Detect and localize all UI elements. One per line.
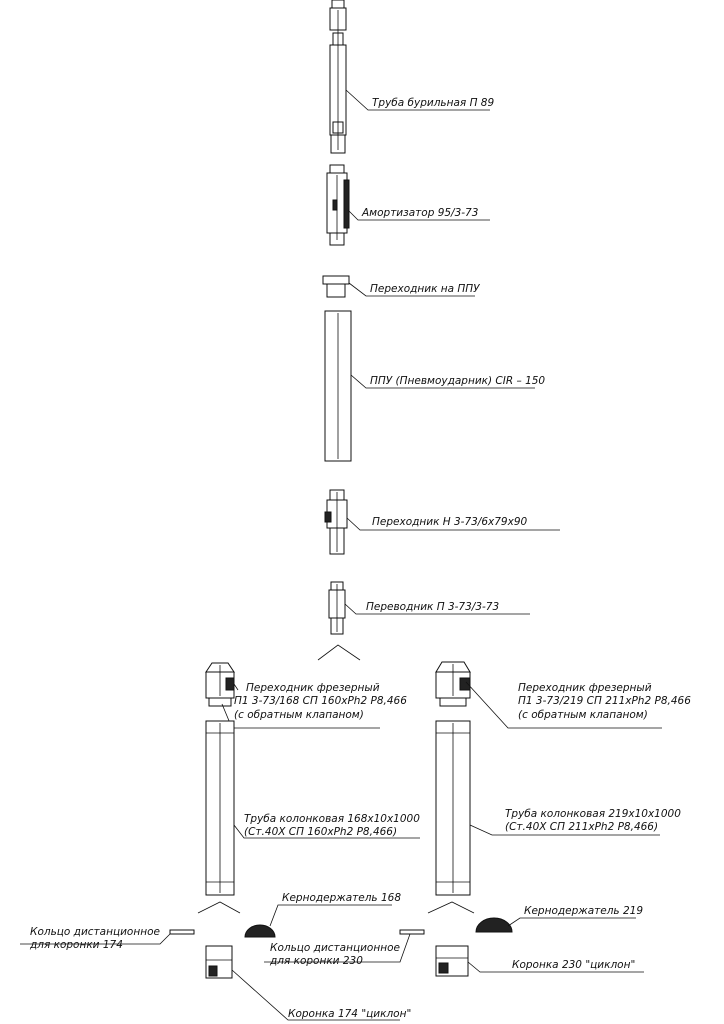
label-adapter-h: Переходник Н 3-73/6х79х90	[372, 516, 528, 528]
spacer-ring-left	[170, 930, 194, 934]
drill-pipe	[330, 0, 346, 153]
branch-arrow-top	[318, 645, 360, 660]
label-crown-left: Коронка 174 "циклон"	[288, 1008, 412, 1020]
label-mill-right-1: Переходник фрезерный	[518, 682, 652, 694]
spacer-ring-right	[400, 930, 424, 934]
mill-adapter-left	[206, 663, 234, 706]
ppu-adapter	[323, 276, 349, 297]
crown-right	[436, 946, 468, 976]
label-mill-right-3: (с обратным клапаном)	[518, 709, 648, 721]
label-ring-left-1: Кольцо дистанционное	[30, 926, 160, 938]
label-shock-absorber: Амортизатор 95/3-73	[362, 207, 479, 219]
branch-arrow-left	[198, 902, 240, 913]
label-core-holder-right: Кернодержатель 219	[524, 905, 644, 917]
label-mill-left-1: Переходник фрезерный	[246, 682, 380, 694]
label-ring-left-2: для коронки 174	[30, 939, 123, 951]
label-core-left-2: (Ст.40Х СП 160хPh2 Р8,466)	[244, 826, 398, 838]
label-core-left-1: Труба колонковая 168х10х1000	[244, 813, 420, 825]
label-ring-right-1: Кольцо дистанционное	[270, 942, 400, 954]
label-ring-right-2: для коронки 230	[270, 955, 363, 967]
branch-arrow-right	[428, 902, 474, 913]
shock-absorber	[327, 165, 349, 245]
label-mill-left-2: П1 3-73/168 СП 160хPh2 Р8,466	[234, 695, 407, 707]
adapter-h	[325, 490, 347, 554]
label-core-holder-left: Кернодержатель 168	[282, 892, 402, 904]
label-mill-right-2: П1 3-73/219 СП 211хPh2 Р8,466	[518, 695, 691, 707]
adapter-p	[329, 582, 345, 634]
label-adapter-p: Переводник П 3-73/3-73	[366, 601, 500, 613]
crown-left	[206, 946, 232, 978]
mill-adapter-right	[436, 662, 470, 706]
core-tube-right	[436, 721, 470, 895]
core-holder-right	[476, 918, 512, 932]
label-core-right-2: (Ст.40Х СП 211хPh2 Р8,466)	[505, 821, 659, 833]
label-ppu: ППУ (Пневмоударник) CIR – 150	[370, 375, 546, 387]
core-holder-left	[245, 925, 275, 937]
label-crown-right: Коронка 230 "циклон"	[512, 959, 636, 971]
label-core-right-1: Труба колонковая 219х10х1000	[505, 808, 681, 820]
core-tube-left	[206, 721, 234, 895]
label-drill-pipe: Труба бурильная П 89	[372, 97, 495, 109]
label-mill-left-3: (с обратным клапаном)	[234, 709, 364, 721]
ppu-hammer	[325, 311, 351, 461]
label-ppu-adapter: Переходник на ППУ	[370, 283, 480, 295]
